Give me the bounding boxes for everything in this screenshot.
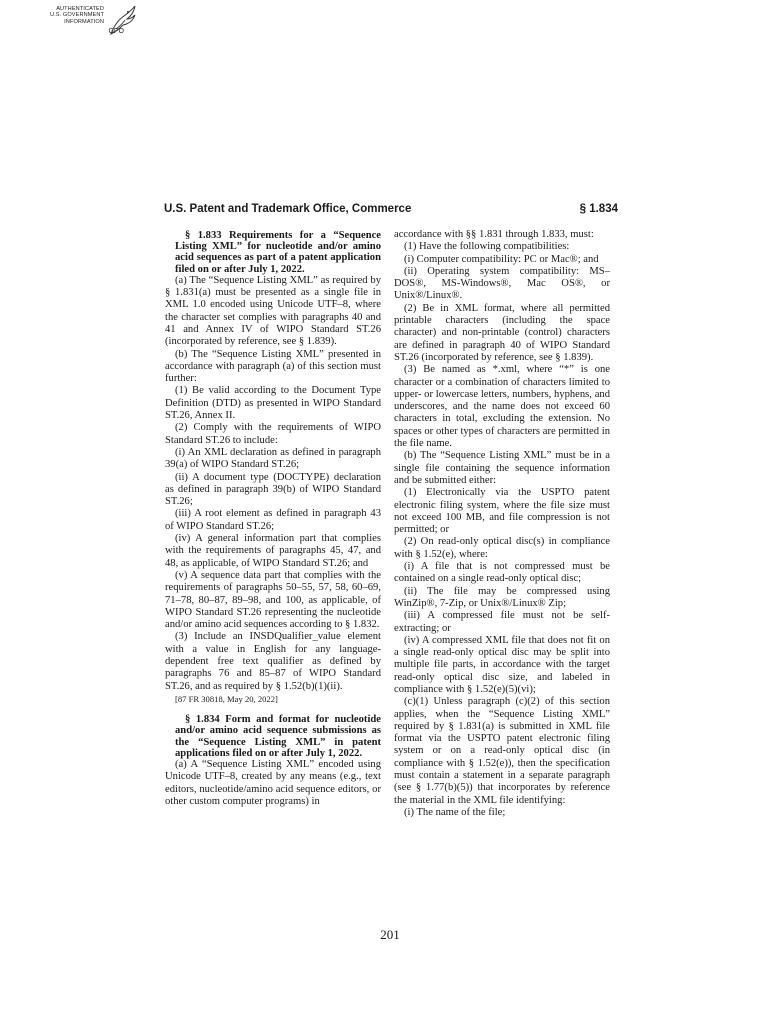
gpo-authentication-stamp [24, 4, 142, 44]
paragraph-1834-a-2: (2) Be in XML format, where all permitted printable characters (including the space character) and non-printable (control) characters are defined in paragraph 40 of WIPO Standard ST.26 (incorporated by reference, see § 1.839). [394, 302, 610, 363]
paragraph-1833-b-2-iii: (iii) A root element as defined in paragraph 43 of WIPO Standard ST.26; [165, 508, 381, 532]
running-head [164, 203, 618, 219]
paragraph-1834-b-2-iv: (iv) A compressed XML file that does not fit on a single read-only optical disc may be split into multiple file parts, in accordance with the target read-only optical disc size, and labeled in compliance with § 1.52(e)(5)(vi); [394, 634, 610, 695]
paragraph-1833-a: (a) The “Sequence Listing XML” as required by § 1.831(a) must be presented as a single file in XML 1.0 encoded using Unicode UTF–8, where the character set complies with paragraphs 40 and 41 and Annex IV of WIPO Standard ST.26 (incorporated by reference, see § 1.839). [165, 274, 381, 348]
paragraph-1834-b-2-iii: (iii) A compressed file must not be self-extracting; or [394, 610, 610, 634]
paragraph-1834-c-1: (c)(1) Unless paragraph (c)(2) of this section applies, when the “Sequence Listing XML” required by § 1.831(a) is submitted in XML file format via the USPTO patent electronic filing system or on a read-only optical disc (in compliance with § 1.52(e)), then the specification must contain a statement in a separate paragraph (see § 1.77(b)(5)) that incorporates by reference the material in the XML file identifying: [394, 696, 610, 806]
paragraph-1833-b: (b) The “Sequence Listing XML” presented in accordance with paragraph (a) of this section must further: [165, 348, 381, 385]
paragraph-1833-b-3: (3) Include an INSDQualifier_value element with a value in English for any language-dependent free text qualifier as defined by paragraphs 76 and 85–87 of WIPO Standard ST.26, and as required by § 1.52(b)(1)(ii). [165, 631, 381, 692]
stamp-line-2: U.S. GOVERNMENT [49, 12, 104, 19]
page-number: 201 [380, 927, 400, 942]
paragraph-1834-c-1-i: (i) The name of the file; [404, 806, 506, 818]
paragraph-1834-a-3: (3) Be named as *.xml, where “*” is one character or a combination of characters limited to upper- or lowercase letters, numbers, hyphens, and underscores, and the name does not exceed 60 characters in total, excluding the extension. No spaces or other types of characters are permitted in the file name. [394, 364, 610, 450]
section-heading-1834: § 1.834 Form and format for nucleotide and/or amino acid sequence submissions as the “Sequence Listing XML” in patent applications filed on or after July 1, 2022. [175, 714, 381, 759]
paragraph-1833-b-2-v: (v) A sequence data part that complies with the requirements of paragraphs 50–55, 57, 58, 60–69, 71–78, 80–87, 89–98, and 100, as applicable, of WIPO Standard ST.26 representing the nucleotide and/or amino acid sequences according to § 1.832. [165, 569, 381, 631]
paragraph-1834-a-1-ii: (ii) Operating system compatibility: MS–DOS®, MS-Windows®, Mac OS®, or Unix®/Linux®. [394, 265, 610, 302]
right-column [394, 229, 610, 819]
paragraph-1834-b-1: (1) Electronically via the USPTO patent electronic filing system, where the file size must not exceed 100 MB, and file compression is not permitted; or [394, 487, 610, 536]
paragraph-1834-b-2-ii: (ii) The file may be compressed using WinZip®, 7-Zip, or Unix®/Linux® Zip; [394, 585, 610, 609]
paragraph-1834-b: (b) The “Sequence Listing XML” must be in a single file containing the sequence information and be submitted either: [394, 450, 610, 486]
left-column [165, 230, 381, 808]
paragraph-1833-b-2-iv: (iv) A general information part that complies with the requirements of paragraphs 45, 47, and 48, as applicable, of WIPO Standard ST.26; and [165, 533, 381, 569]
paragraph-1833-b-2-ii: (ii) A document type (DOCTYPE) declaration as defined in paragraph 39(b) of WIPO Standard ST.26; [165, 471, 381, 508]
eagle-icon [108, 4, 138, 38]
paragraph-1834-b-2-i: (i) A file that is not compressed must be contained on a single read-only optical disc; [394, 561, 610, 585]
paragraph-1834-a: (a) A “Sequence Listing XML” encoded using Unicode UTF–8, created by any means (e.g., text editors, nucleotide/amino acid sequence editors, or other custom computer programs) in [165, 759, 381, 807]
federal-register-citation: [87 FR 30818, May 20, 2022] [175, 693, 278, 704]
running-head-agency: U.S. Patent and Trademark Office, Commerce [164, 203, 412, 215]
running-head-section: § 1.834 [579, 203, 618, 215]
paragraph-1833-b-1: (1) Be valid according to the Document Type Definition (DTD) as presented in WIPO Standard ST.26, Annex II. [165, 385, 381, 422]
paragraph-1834-a-1: (1) Have the following compatibilities: [404, 241, 570, 253]
paragraph-1834-a-cont: accordance with §§ 1.831 through 1.833, must: [394, 229, 594, 240]
stamp-text [24, 6, 104, 25]
stamp-gpo-mark: GPO [108, 28, 124, 35]
stamp-line-1: AUTHENTICATED [56, 6, 104, 12]
paragraph-1833-b-2-i: (i) An XML declaration as defined in paragraph 39(a) of WIPO Standard ST.26; [165, 446, 381, 471]
stamp-line-3: INFORMATION [64, 18, 104, 25]
paragraph-1833-b-2: (2) Comply with the requirements of WIPO Standard ST.26 to include: [165, 422, 381, 446]
section-heading-1833: § 1.833 Requirements for a “Sequence Listing XML” for nucleotide and/or amino acid sequences as part of a patent application filed on or after July 1, 2022. [175, 230, 381, 275]
paragraph-1834-a-1-i: (i) Computer compatibility: PC or Mac®; and [404, 253, 599, 265]
paragraph-1834-b-2: (2) On read-only optical disc(s) in compliance with § 1.52(e), where: [394, 536, 610, 560]
